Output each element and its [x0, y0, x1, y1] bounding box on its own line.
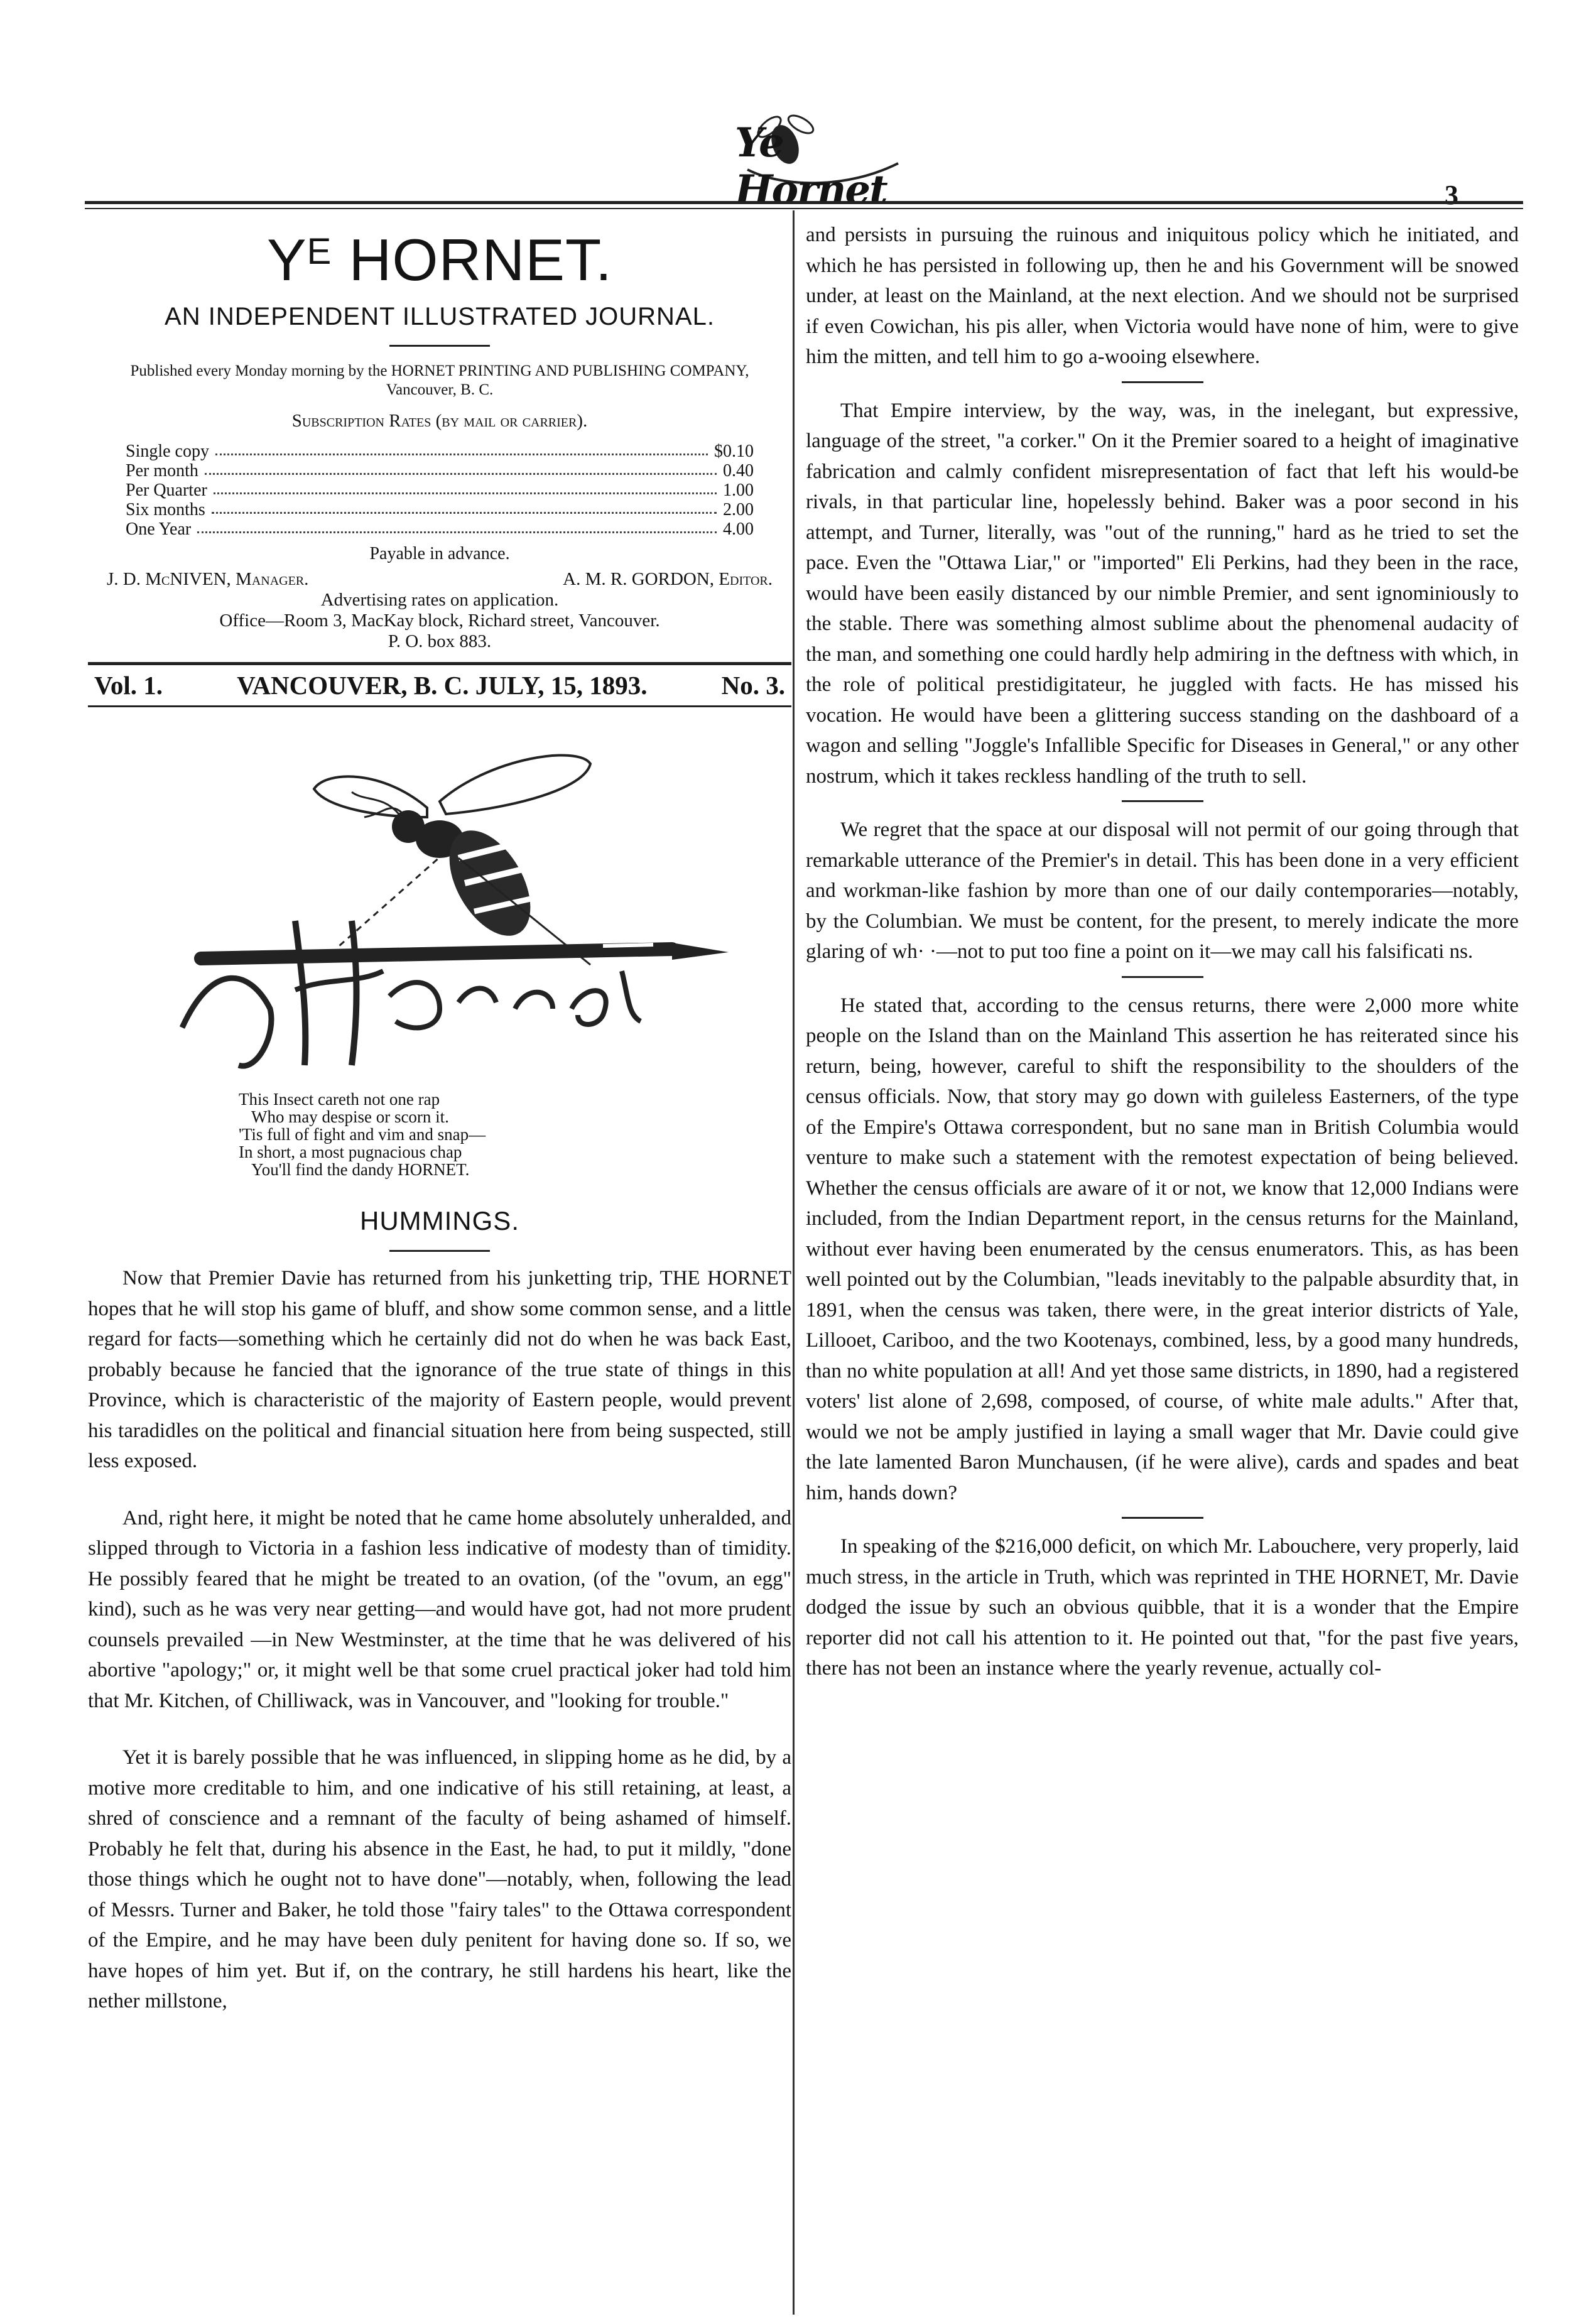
leader-dots — [197, 519, 717, 533]
rate-label: Single copy — [126, 442, 209, 461]
subscription-heading: Subscription Rates (by mail or carrier). — [291, 411, 588, 431]
leader-dots — [214, 481, 717, 494]
rate-price: 4.00 — [723, 519, 754, 539]
right-column — [806, 220, 1519, 1684]
rate-label: Per month — [126, 461, 198, 481]
article-paragraph: In speaking of the $216,000 deficit, on which Mr. Labouchere, very properly, laid much stress, in the article in Truth, which was reprinted in THE HORNET, Mr. Davie dodged the issue by such an obvious quibble, that it is a wonder that the Empire reporter did not call his attention to it. He pointed out that, "for the past five years, there has not been an instance where the yearly revenue, actually col- — [806, 1535, 1519, 1680]
office-address: Office—Room 3, MacKay block, Richard street, Vancouver. — [219, 611, 660, 631]
rate-label: Per Quarter — [126, 481, 207, 500]
divider — [1122, 976, 1203, 978]
rate-row — [126, 461, 754, 481]
rate-price: $0.10 — [714, 442, 754, 461]
divider — [1122, 1517, 1203, 1519]
column-divider — [793, 210, 795, 2315]
advertising-note: Advertising rates on application. — [320, 590, 559, 610]
masthead-subtitle: AN INDEPENDENT ILLUSTRATED JOURNAL. — [165, 303, 715, 330]
publication-info: Published every Monday morning by the HORNET PRINTING AND PUBLISHING COMPANY, Vancouver, B. C. — [130, 362, 749, 398]
leader-dots — [205, 461, 717, 475]
verse-line: You'll find the dandy HORNET. — [251, 1160, 470, 1179]
article-paragraph: We regret that the space at our disposal will not permit of our going through that remarkable utterance of the Premier's in detail. This has been done in a very efficient and workman-like fashion by more than one of our daily contemporaries—notably, by the Columbian. We must be content, for the present, to merely indicate the more glaring of wh· ·—not to put too fine a point on it—we may call his falsificati ns. — [806, 818, 1519, 963]
leader-dots — [212, 500, 717, 514]
rate-price: 2.00 — [723, 500, 754, 519]
article-paragraph: That Empire interview, by the way, was, in the inelegant, but expressive, language of the street, "a corker." On it the Premier soared to a height of imaginative fabrication and calmly confident misrepresentation of fact that left his would-be rivals, in that particular line, hopelessly behind. Baker was a poor second in his attempt, and Turner, literally, was "out of the running," hard as he tried to set the pace. Even the "Ottawa Liar," or "imported" Eli Perkins, had they been in the race, would have been easily distanced by our nimble Premier, and sent ignominiously to the stable. There was something almost sublime about the phenomenal audacity of the man, and something one could hardly help admiring in the deftness with which, in the role of political prestidigitateur, he juggled with facts. He has missed his vocation. He would have been a glittering success standing on the dashboard of a wagon and selling "Joggle's Infallible Specific for Diseases in General," or any other nostrum, which it takes reckless handling of the truth to sell. — [806, 399, 1519, 788]
dateline: VANCOUVER, B. C. JULY, 15, 1893. — [237, 671, 648, 700]
rate-row — [126, 481, 754, 500]
rate-price: 1.00 — [723, 481, 754, 500]
divider — [1122, 381, 1203, 383]
issue-number: No. 3. — [721, 671, 785, 700]
header-rule — [85, 201, 1523, 209]
leader-dots — [215, 442, 708, 455]
verse-line: In short, a most pugnacious chap — [239, 1143, 462, 1161]
rate-row — [126, 442, 754, 461]
rate-row — [126, 519, 754, 539]
article-paragraph: and persists in pursuing the ruinous and iniquitous policy which he initiated, and which he has persisted in following up, then he and his Government will be snowed under, at least on the Mainland, at the next election. And we should not be surprised if even Cowichan, his pis aller, when Victoria would have none of him, were to give him the mitten, and tell him to go a-wooing elsewhere. — [806, 224, 1519, 368]
rate-label: Six months — [126, 500, 205, 519]
divider — [389, 1250, 490, 1252]
divider — [1122, 800, 1203, 802]
rate-price: 0.40 — [723, 461, 754, 481]
title-rest: HORNET. — [332, 227, 613, 293]
title-ye: Y — [266, 227, 307, 293]
masthead-title — [88, 226, 791, 294]
left-column — [88, 214, 791, 2043]
po-box: P. O. box 883. — [388, 631, 492, 651]
running-head-logo — [710, 94, 917, 214]
staff-line — [107, 569, 773, 590]
rates-table — [126, 442, 754, 539]
title-e: E — [307, 231, 332, 272]
article-paragraph: And, right here, it might be noted that he came home absolutely unheralded, and slipped through to Victoria in a fashion less indicative of modesty than of timidity. He possibly feared that he might be treated to an ovation, (of the "ovum, an egg" kind), such as he was very near getting—and would have got, had not more prudent counsels prevailed —in New Westminster, at the time that he was delivered of his abortive "apology;" or, it might well be that some cruel practical joker had told him that Mr. Kitchen, of Chilliwack, was in Vancouver, and "looking for trouble." — [88, 1506, 791, 1712]
verse-line: 'Tis full of fight and vim and snap— — [239, 1125, 486, 1144]
manager: J. D. McNIVEN, Manager. — [107, 569, 309, 589]
section-heading: HUMMINGS. — [360, 1206, 519, 1235]
issue-line — [88, 665, 791, 705]
divider — [389, 345, 490, 347]
editor: A. M. R. GORDON, Editor. — [563, 569, 773, 589]
payable-note: Payable in advance. — [369, 544, 510, 563]
hornet-logo-illustration — [88, 732, 791, 1090]
running-head-text: Ye Hornet — [735, 119, 887, 214]
verse — [239, 1090, 641, 1178]
verse-line: Who may despise or scorn it. — [251, 1107, 449, 1126]
volume: Vol. 1. — [94, 671, 163, 700]
rate-label: One Year — [126, 519, 192, 539]
article-paragraph: Now that Premier Davie has returned from his junketting trip, THE HORNET hopes that he will stop his game of bluff, and show some common sense, and a little regard for facts—something which he certainly did not do when he was back East, probably because he fancied that the ignorance of the true state of things in this Province, which is characteristic of the majority of Eastern people, would prevent his taradidles on the political and financial situation here from being suspected, still less exposed. — [88, 1267, 791, 1472]
page-number: 3 — [1445, 180, 1458, 210]
rate-row — [126, 500, 754, 519]
verse-line: This Insect careth not one rap — [239, 1090, 440, 1109]
article-paragraph: He stated that, according to the census returns, there were 2,000 more white people on the Island than on the Mainland This assertion he has reiterated since his return, being, however, careful to shift the responsibility to the shoulders of the census officials. Now, that story may go down with guileless Easterners, of the type of the Empire's Ottawa correspondent, but no sane man in British Columbia would venture to make such a statement with the remotest expectation of being believed. Whether the census officials are aware of it or not, we know that 12,000 Indians were included, from the Indian Department report, in the census returns for the Mainland, without ever having been enumerated by the census enumerators. This, as has been well pointed out by the Columbian, "leads inevitably to the palpable absurdity that, in 1891, when the census was taken, there were, in the great interior districts of Yale, Lillooet, Cariboo, and the two Kootenays, combined, less, by a good many hundreds, than no white population at all! And yet those same districts, in 1890, had a registered voters' list alone of 2,698, composed, of course, of white male adults." After that, would we not be amply justified in laying a small wager that Mr. Davie could give the late lamented Baron Munchausen, (if he were alive), cards and spades and beat him, hands down? — [806, 994, 1519, 1504]
divider — [88, 705, 791, 707]
article-paragraph: Yet it is barely possible that he was influenced, in slipping home as he did, by a motive more creditable to him, and one indicative of his still retaining, at least, a shred of conscience and a remnant of the faculty of being ashamed of himself. Probably he felt that, during his absence in the East, he had, to put it mildly, "done those things which he ought not to have done"—notably, when, following the lead of Messrs. Turner and Baker, he told those "fairy tales" to the Ottawa correspondent of the Empire, and he may have been duly penitent for having done so. If so, we have hopes of him yet. But if, on the contrary, he still hardens his heart, like the nether millstone, — [88, 1746, 791, 2012]
hornet-pen-icon — [88, 732, 791, 1090]
